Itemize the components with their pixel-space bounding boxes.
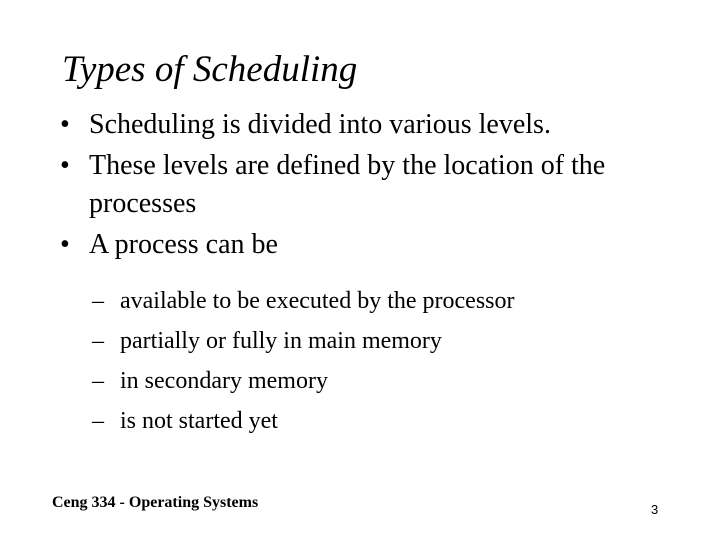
sub-bullet-text: is not started yet: [120, 408, 278, 434]
bullet-marker: •: [60, 109, 70, 140]
sub-bullet-text: available to be executed by the processor: [120, 288, 515, 314]
bullet-item: [60, 106, 680, 144]
bullet-text: A process can be: [89, 229, 278, 260]
bullet-marker: •: [60, 229, 70, 260]
sub-bullet-item: [92, 361, 515, 401]
dash-marker: –: [92, 408, 104, 434]
dash-marker: –: [92, 328, 104, 354]
bullet-item: [60, 226, 680, 264]
bullet-item: [60, 147, 680, 223]
bullet-marker: •: [60, 150, 70, 181]
dash-marker: –: [92, 368, 104, 394]
sub-bullet-item: [92, 321, 515, 361]
sub-bullet-item: [92, 401, 515, 441]
sub-bullet-item: [92, 281, 515, 321]
bullet-text: Scheduling is divided into various levels.: [89, 109, 551, 140]
dash-marker: –: [92, 288, 104, 314]
bullet-text: These levels are defined by the location of the processes: [89, 150, 606, 219]
page-number: 3: [651, 502, 659, 517]
slide-title: Types of Scheduling: [62, 49, 358, 90]
bullet-list: [60, 106, 680, 267]
sub-bullet-text: partially or fully in main memory: [120, 328, 442, 354]
sub-bullet-list: [92, 281, 515, 441]
footer-course-title: Ceng 334 - Operating Systems: [52, 494, 259, 511]
sub-bullet-text: in secondary memory: [120, 368, 328, 394]
